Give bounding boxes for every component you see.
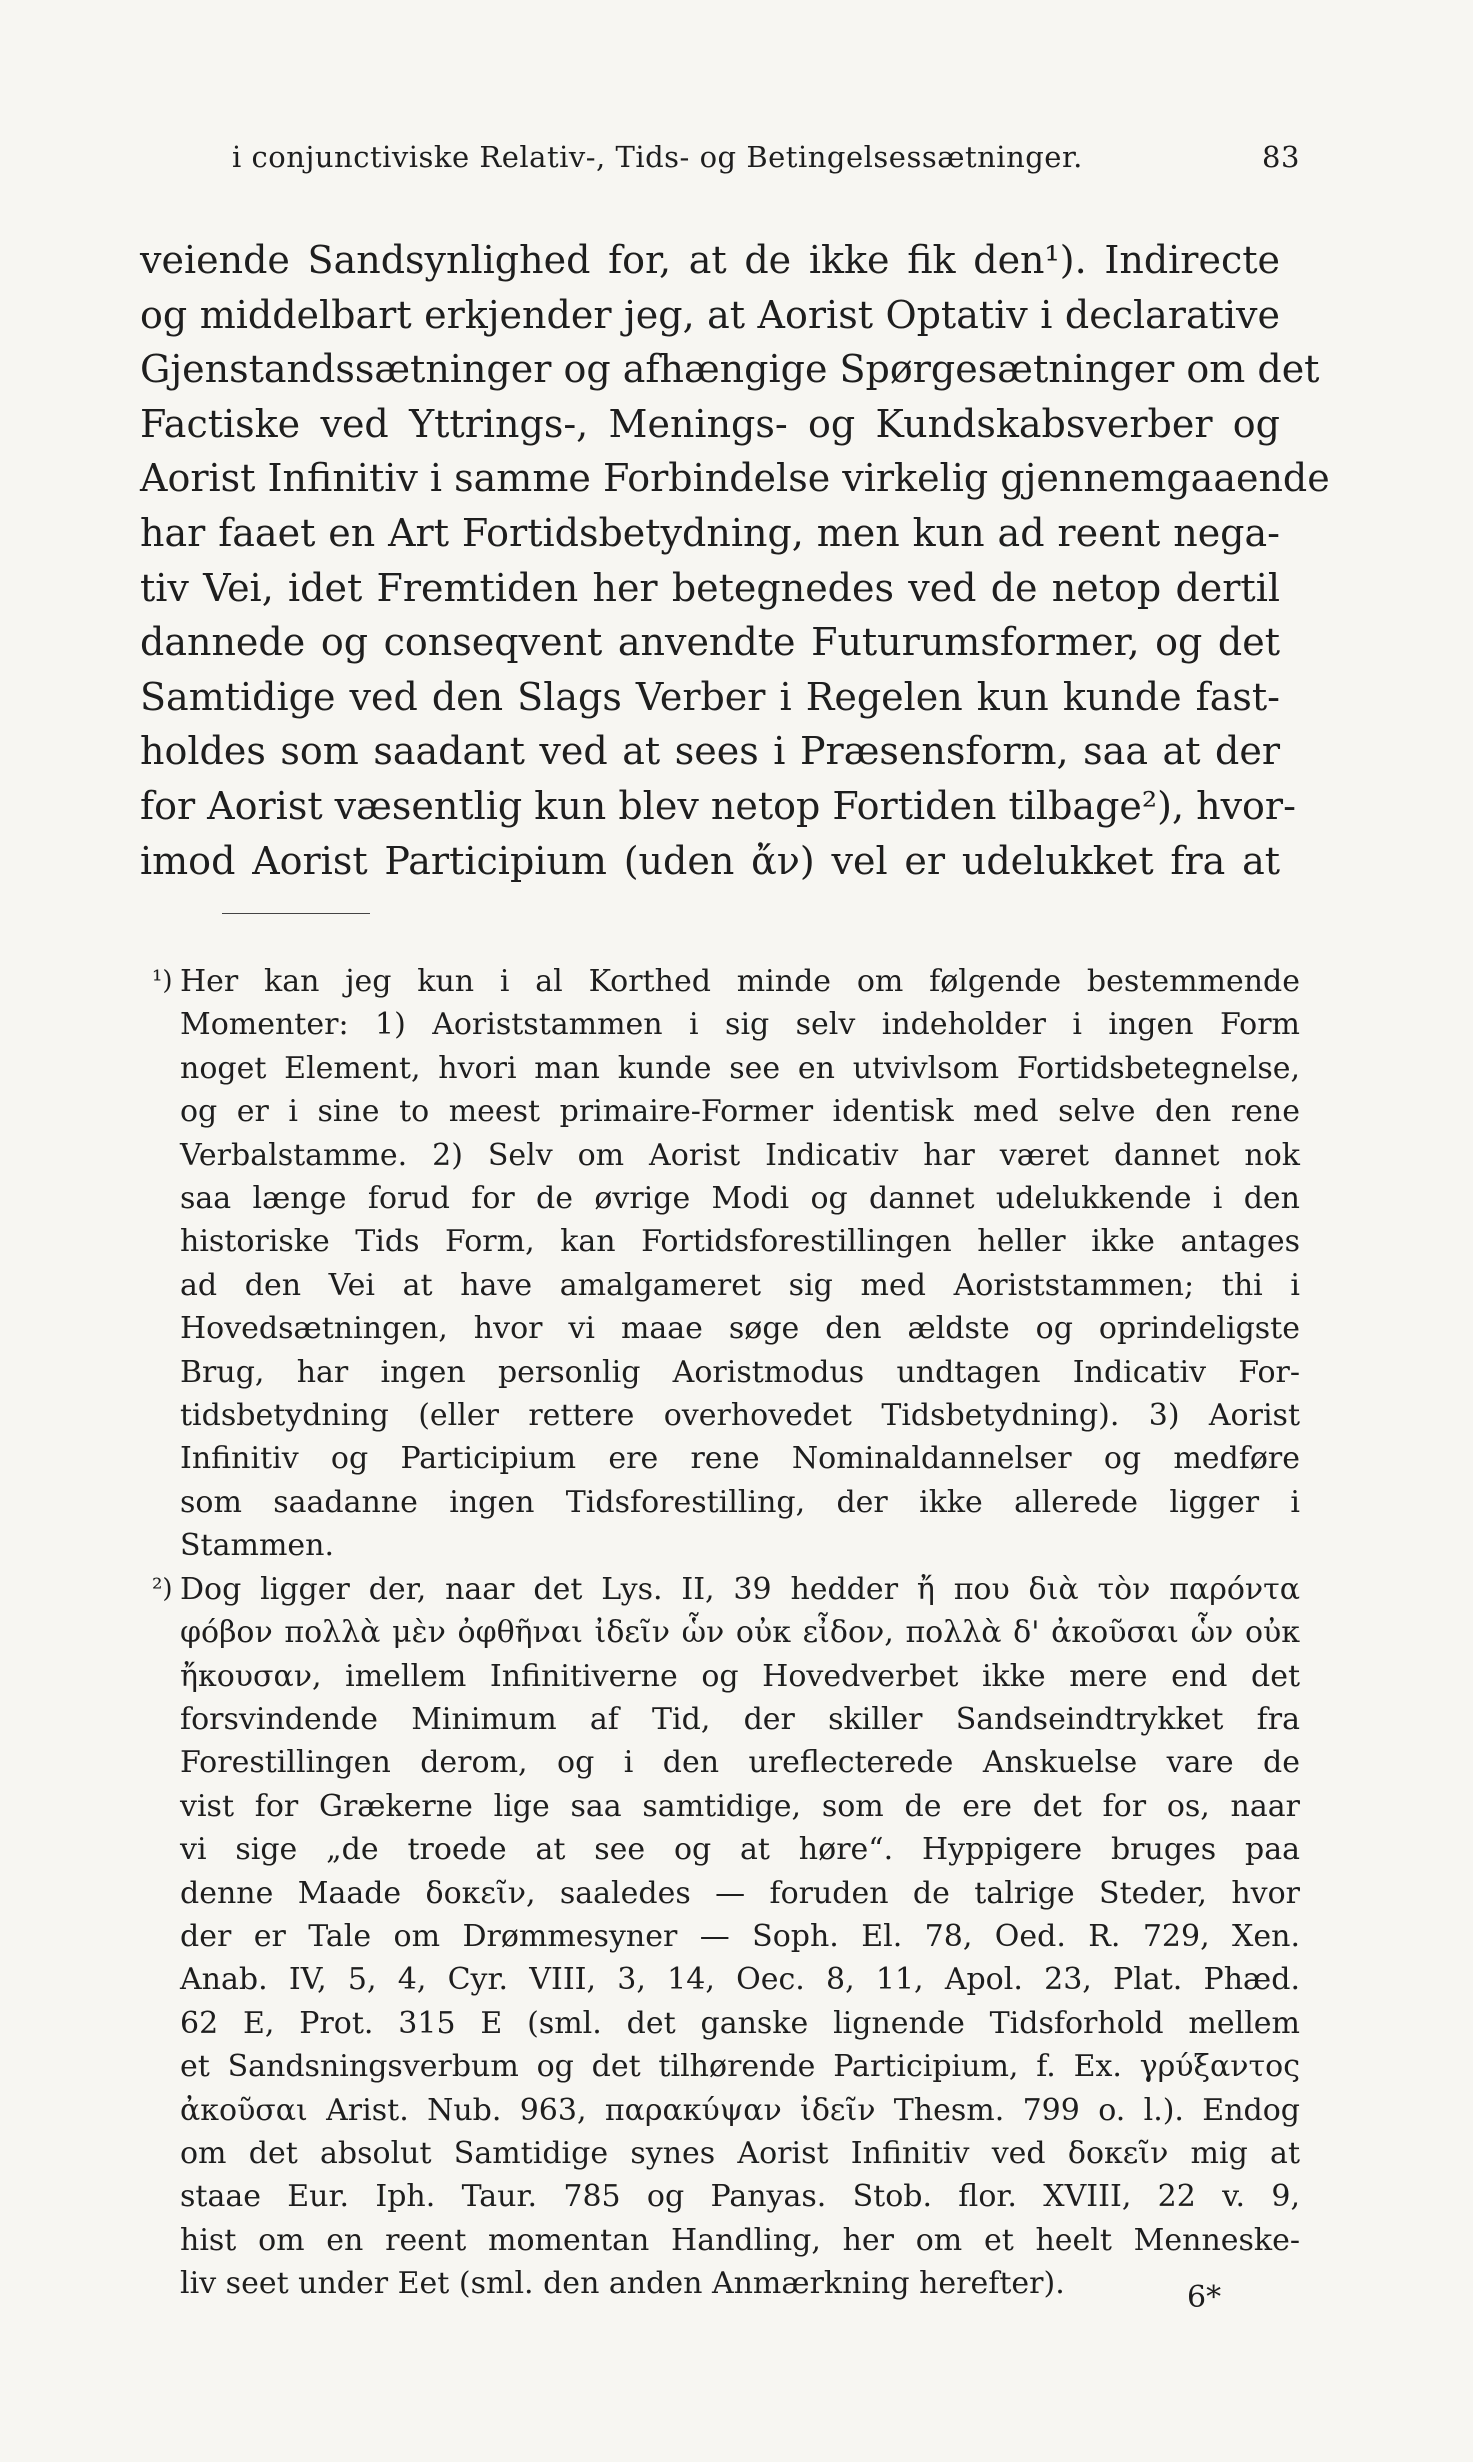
footnote-line: 62 E, Prot. 315 E (sml. det ganske lignende Tidsforhold mellem — [180, 2005, 1300, 2041]
footnote-line: der er Tale om Drømmesyner — Soph. El. 78, Oed. R. 729, Xen. — [180, 1918, 1300, 1954]
footnote-line: tidsbetydning (eller rettere overhovedet Tidsbetydning). 3) Aorist — [180, 1398, 1300, 1434]
footnote-line: et Sandsningsverbum og det tilhørende Participium, f. Ex. γρύξαντος — [180, 2049, 1300, 2085]
main-line: for Aorist væsentlig kun blev netop Fortiden tilbage²), hvor- — [140, 783, 1296, 828]
main-text — [140, 233, 1330, 888]
footnote-line: Anab. IV, 5, 4, Cyr. VIII, 3, 14, Oec. 8, 11, Apol. 23, Plat. Phæd. — [180, 1962, 1300, 1998]
footnote-line: og er i sine to meest primaire-Former identisk med selve den rene — [180, 1094, 1300, 1130]
footnote-line: vi sige „de troede at see og at høre“. Hyppigere bruges paa — [180, 1832, 1300, 1868]
main-line: Samtidige ved den Slags Verber i Regelen kun kunde fast- — [140, 674, 1280, 719]
footnote-line: Infinitiv og Participium ere rene Nominaldannelser og medføre — [180, 1441, 1300, 1477]
main-line: dannede og conseqvent anvendte Futurumsformer, og det — [140, 620, 1280, 665]
footnote-line: vist for Grækerne lige saa samtidige, som de ere det for os, naar — [180, 1788, 1300, 1824]
main-line: veiende Sandsynlighed for, at de ikke fik den¹). Indirecte — [140, 238, 1280, 282]
footnote-line: Forestillingen derom, og i den ureflecterede Anskuelse vare de — [180, 1745, 1300, 1781]
footnotes — [152, 960, 1300, 2306]
footnote-line: denne Maade δοκεῖν, saaledes — foruden de talrige Steder, hvor — [180, 1875, 1300, 1911]
footnote-line: historiske Tids Form, kan Fortidsforestillingen heller ikke antages — [180, 1224, 1300, 1260]
footnote-line: om det absolut Samtidige synes Aorist Infinitiv ved δοκεῖν mig at — [180, 2135, 1300, 2171]
running-head-title: i conjunctiviske Relativ-, Tids- og Betingelsessætninger. — [232, 140, 1083, 174]
printer-signature-mark: 6* — [1187, 2280, 1222, 2315]
main-line: imod Aorist Participium (uden ἄν) vel er udelukket fra at — [140, 838, 1280, 883]
footnote-line: φόβον πολλὰ μὲν ὀφθῆναι ἰδεῖν ὧν οὐκ εἶδον, πολλὰ δ' ἀκοῦσαι ὧν οὐκ — [180, 1615, 1300, 1651]
main-line: Gjenstandssætninger og afhængige Spørgesætninger om det — [140, 347, 1320, 392]
footnote-line: liv seet under Eet (sml. den anden Anmærkning herefter). — [180, 2266, 1065, 2302]
footnote-line: som saadanne ingen Tidsforestilling, der ikke allerede ligger i — [180, 1484, 1300, 1520]
main-line: holdes som saadant ved at sees i Præsensform, saa at der — [140, 729, 1280, 774]
main-line: Factiske ved Yttrings-, Menings- og Kundskabsverber og — [140, 401, 1280, 446]
footnote-1-marker: ¹) — [152, 966, 173, 996]
footnote-2-marker: ²) — [152, 1573, 173, 1604]
main-line: tiv Vei, idet Fremtiden her betegnedes ved de netop dertil — [140, 565, 1280, 610]
footnote-line: staae Eur. Iph. Taur. 785 og Panyas. Stob. flor. XVIII, 22 v. 9, — [180, 2179, 1300, 2215]
footnote-line: ἀκοῦσαι Arist. Nub. 963, παρακύψαν ἰδεῖν Thesm. 799 o. l.). Endog — [180, 2092, 1300, 2128]
footnote-line: forsvindende Minimum af Tid, der skiller Sandseindtrykket fra — [180, 1701, 1300, 1737]
footnote-line: Dog ligger der, naar det Lys. II, 39 hedder ἤ που διὰ τὸν παρόντα — [180, 1571, 1300, 1607]
footnote-line: saa længe forud for de øvrige Modi og dannet udelukkende i den — [180, 1181, 1300, 1217]
footnote-line: ad den Vei at have amalgameret sig med Aoriststammen; thi i — [180, 1267, 1300, 1303]
main-line: Aorist Infinitiv i samme Forbindelse virkelig gjennemgaaende — [140, 456, 1330, 501]
footnote-line: Her kan jeg kun i al Korthed minde om følgende bestemmende — [180, 964, 1300, 999]
footnote-line: Brug, har ingen personlig Aoristmodus undtagen Indicativ For- — [180, 1354, 1300, 1390]
footnote-line: ἤκουσαν, imellem Infinitiverne og Hovedverbet ikke mere end det — [180, 1658, 1300, 1694]
footnote-separator-rule — [222, 913, 370, 914]
main-line: og middelbart erkjender jeg, at Aorist Optativ i declarative — [140, 292, 1280, 337]
footnote-1 — [152, 960, 1300, 1568]
main-line: har faaet en Art Fortidsbetydning, men kun ad reent nega- — [140, 510, 1280, 555]
footnote-line: hist om en reent momentan Handling, her om et heelt Menneske- — [180, 2222, 1300, 2258]
page-number: 83 — [1262, 140, 1300, 174]
footnote-line: Stammen. — [180, 1528, 334, 1564]
footnote-line: Hovedsætningen, hvor vi maae søge den ældste og oprindeligste — [180, 1311, 1300, 1347]
footnote-line: Momenter: 1) Aoriststammen i sig selv indeholder i ingen Form — [180, 1007, 1300, 1043]
footnote-line: Verbalstamme. 2) Selv om Aorist Indicativ har været dannet nok — [180, 1137, 1300, 1173]
footnote-2 — [152, 1568, 1300, 2306]
footnote-line: noget Element, hvori man kunde see en utvivlsom Fortidsbetegnelse, — [180, 1050, 1300, 1086]
